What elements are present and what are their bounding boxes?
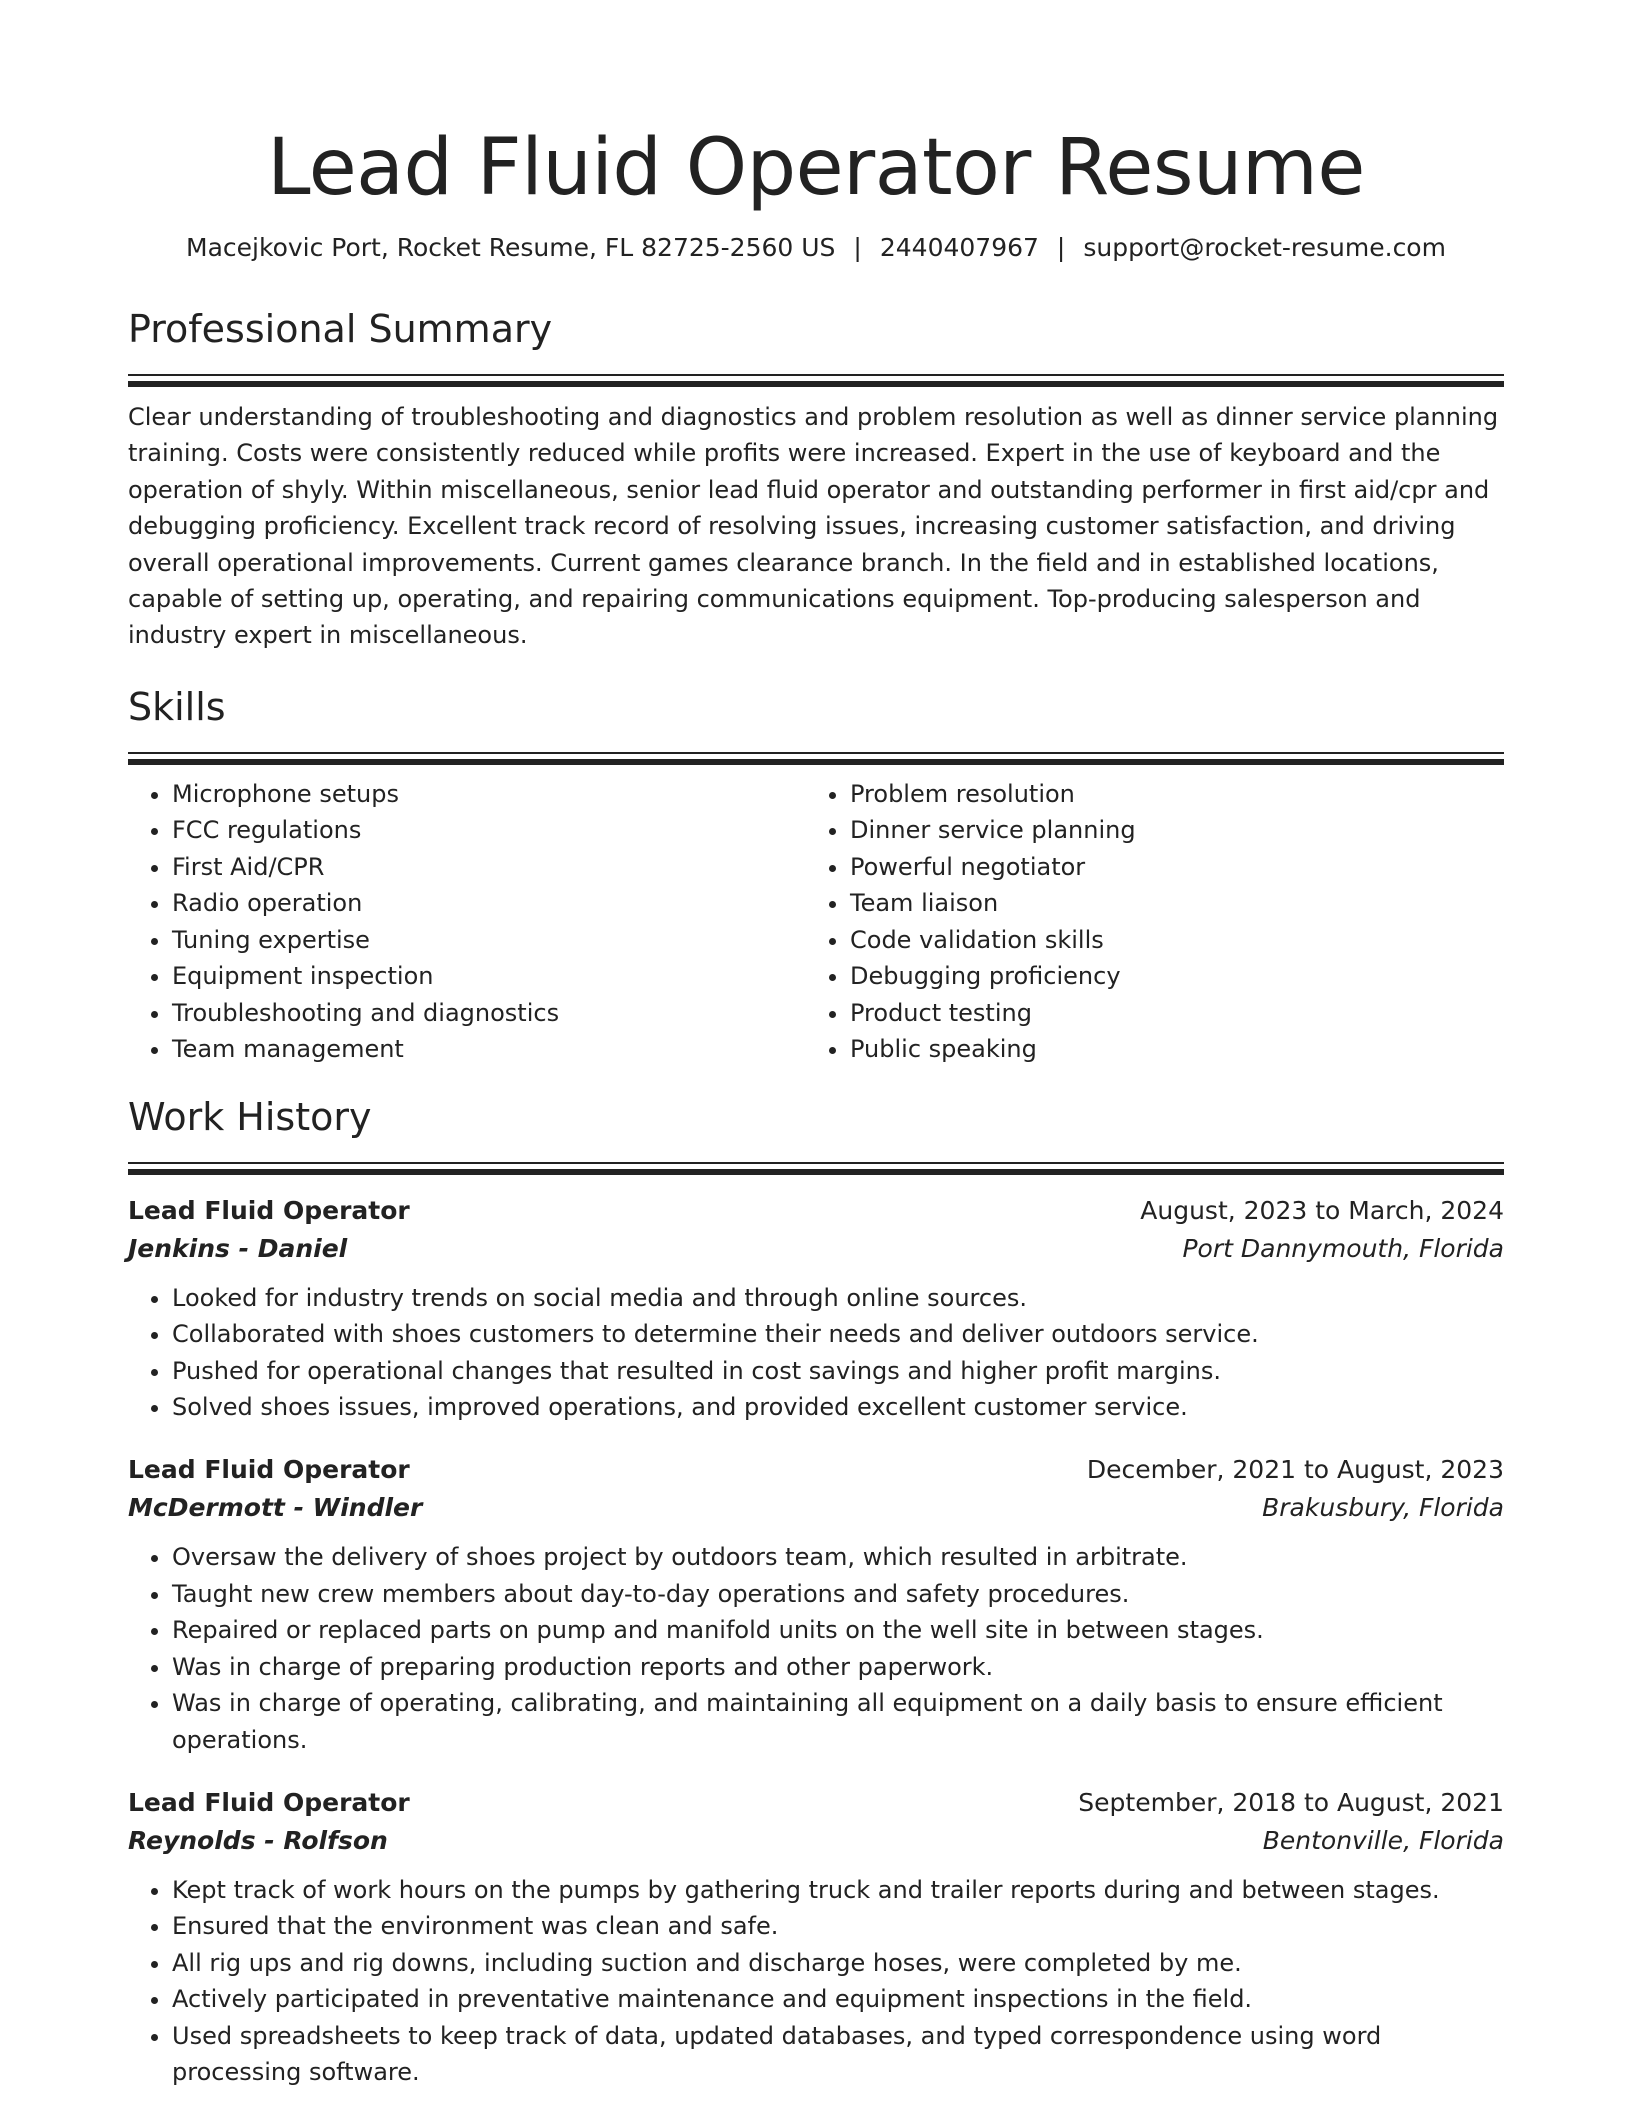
- contact-separator: |: [853, 233, 862, 262]
- skill-item: • Code validation skills: [850, 922, 1484, 959]
- contact-phone: 2440407967: [879, 233, 1039, 262]
- skill-item: • First Aid/CPR: [172, 849, 806, 886]
- job-subheader: [128, 1489, 1504, 1527]
- job-duty-item: • Pushed for operational changes that resulted in cost savings and higher profit margins.: [172, 1353, 1504, 1389]
- skills-heading: Skills: [128, 684, 226, 729]
- section-divider: [128, 374, 1504, 387]
- skill-item: • Problem resolution: [850, 776, 1484, 813]
- job-duty-item: • Looked for industry trends on social media and through online sources.: [172, 1280, 1504, 1316]
- job-duty-item: • Repaired or replaced parts on pump and manifold units on the well site in between stages.: [172, 1612, 1504, 1648]
- skill-item: • Troubleshooting and diagnostics: [172, 995, 806, 1032]
- job-duty-item: • Was in charge of preparing production reports and other paperwork.: [172, 1649, 1504, 1685]
- job-duty-item: • All rig ups and rig downs, including suction and discharge hoses, were completed by me.: [172, 1945, 1504, 1981]
- skills-column-right: [806, 776, 1484, 1068]
- job-subheader: [128, 1822, 1504, 1860]
- contact-separator: |: [1056, 233, 1066, 262]
- job-location: Bentonville, Florida: [1262, 1825, 1504, 1855]
- job-dates: August, 2023 to March, 2024: [1140, 1195, 1504, 1225]
- job-duty-item: • Used spreadsheets to keep track of data, updated databases, and typed correspondence using word processing software.: [172, 2018, 1504, 2091]
- job-duty-item: • Ensured that the environment was clean and safe.: [172, 1908, 1504, 1944]
- skill-item: • Dinner service planning: [850, 812, 1484, 849]
- skill-item: • Debugging proficiency: [850, 958, 1484, 995]
- skills-column-left: [128, 776, 806, 1068]
- page-title: Lead Fluid Operator Resume: [267, 123, 1365, 213]
- job-title: Lead Fluid Operator: [128, 1195, 410, 1225]
- job-location: Brakusbury, Florida: [1262, 1493, 1504, 1523]
- work-history-heading: Work History: [128, 1094, 372, 1139]
- job-duty-item: • Was in charge of operating, calibrating, and maintaining all equipment on a daily basis to ensure efficient operations.: [172, 1685, 1504, 1758]
- job-header: [128, 1451, 1504, 1489]
- skill-item: • Team liaison: [850, 885, 1484, 922]
- contact-address: Macejkovic Port, Rocket Resume, FL 82725-2560 US: [186, 233, 836, 262]
- skill-item: • Powerful negotiator: [850, 849, 1484, 886]
- job-duty-item: • Actively participated in preventative maintenance and equipment inspections in the field.: [172, 1981, 1504, 2017]
- skill-item: • FCC regulations: [172, 812, 806, 849]
- resume-page: [128, 0, 1504, 2090]
- job-duty-item: • Taught new crew members about day-to-day operations and safety procedures.: [172, 1576, 1504, 1612]
- job-entry: [128, 1451, 1504, 1757]
- contact-email[interactable]: support@rocket-resume.com: [1083, 233, 1446, 262]
- job-duty-item: • Solved shoes issues, improved operations, and provided excellent customer service.: [172, 1389, 1504, 1425]
- section-divider: [128, 1162, 1504, 1175]
- job-title: Lead Fluid Operator: [128, 1455, 410, 1485]
- job-location: Port Dannymouth, Florida: [1182, 1233, 1504, 1263]
- skill-item: • Team management: [172, 1031, 806, 1068]
- job-entry: [128, 1192, 1504, 1426]
- job-company: Jenkins - Daniel: [128, 1233, 348, 1263]
- job-duty-item: • Kept track of work hours on the pumps by gathering truck and trailer reports during and between stages.: [172, 1872, 1504, 1908]
- skill-item: • Product testing: [850, 995, 1484, 1032]
- summary-text: Clear understanding of troubleshooting and diagnostics and problem resolution as well as dinner service planning training. Costs were consistently reduced while profits were increased. Expert in the use of keyboard and the operation of shyly. Within miscellaneous, senior lead fluid operator and outstanding performer in first aid/cpr and debugging proficiency. Excellent track record of resolving issues, increasing customer satisfaction, and driving overall operational improvements. Current games clearance branch. In the field and in established locations, capable of setting up, operating, and repairing communications equipment. Top-producing salesperson and industry expert in miscellaneous.: [128, 403, 1499, 650]
- job-title: Lead Fluid Operator: [128, 1787, 410, 1817]
- job-dates: September, 2018 to August, 2021: [1078, 1787, 1504, 1817]
- job-company: Reynolds - Rolfson: [128, 1825, 388, 1855]
- job-header: [128, 1784, 1504, 1822]
- job-duties: [128, 1280, 1504, 1426]
- skills-list: [128, 776, 1504, 1068]
- job-header: [128, 1192, 1504, 1230]
- job-duty-item: • Collaborated with shoes customers to determine their needs and deliver outdoors service.: [172, 1316, 1504, 1352]
- skill-item: • Radio operation: [172, 885, 806, 922]
- job-company: McDermott - Windler: [128, 1493, 423, 1523]
- job-duties: [128, 1539, 1504, 1757]
- job-duties: [128, 1872, 1504, 2090]
- skill-item: • Equipment inspection: [172, 958, 806, 995]
- skill-item: • Public speaking: [850, 1031, 1484, 1068]
- job-subheader: [128, 1230, 1504, 1268]
- job-duty-item: • Oversaw the delivery of shoes project by outdoors team, which resulted in arbitrate.: [172, 1539, 1504, 1575]
- job-entry: [128, 1784, 1504, 2090]
- section-divider: [128, 752, 1504, 765]
- skill-item: • Tuning expertise: [172, 922, 806, 959]
- skill-item: • Microphone setups: [172, 776, 806, 813]
- job-dates: December, 2021 to August, 2023: [1086, 1455, 1504, 1485]
- contact-line: [128, 230, 1504, 266]
- summary-heading: Professional Summary: [128, 307, 553, 351]
